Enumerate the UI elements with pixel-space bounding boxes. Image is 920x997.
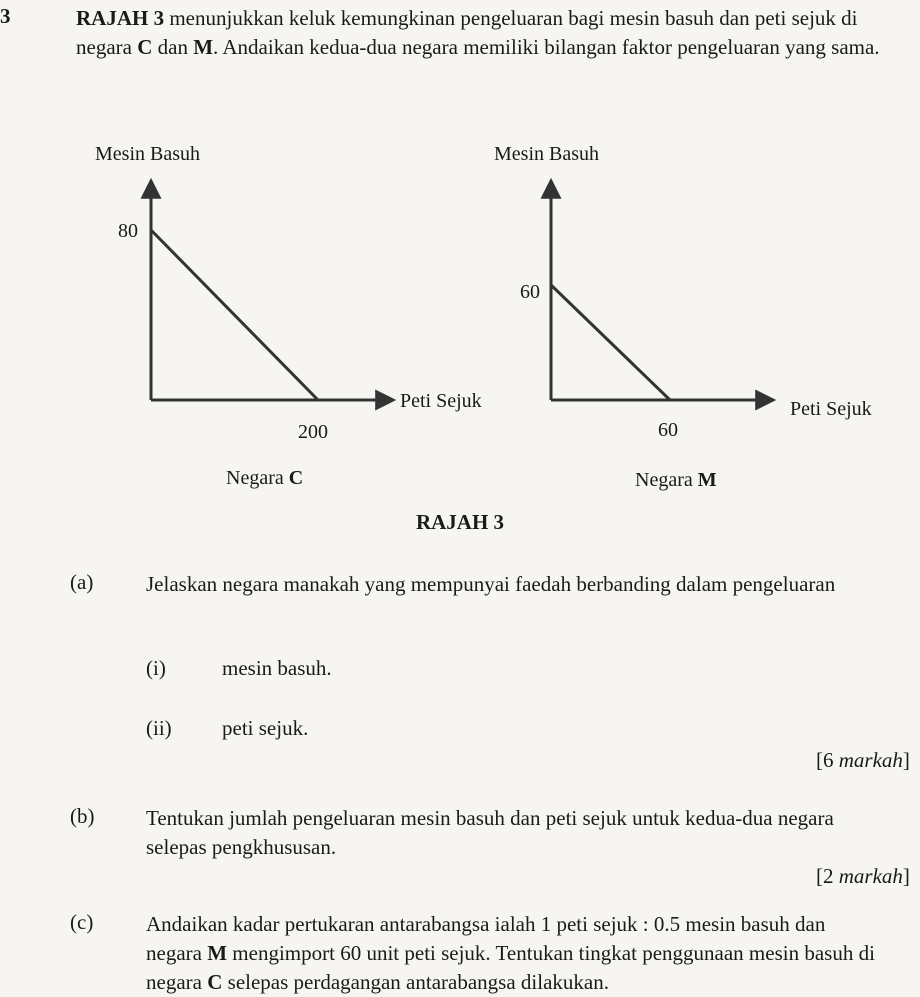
left-country-caption [226, 467, 303, 489]
part-a-marks-word: markah [838, 748, 903, 772]
left-ppc-line [151, 230, 318, 400]
part-a-text: Jelaskan negara manakah yang mempunyai faedah berbanding dalam pengeluaran [146, 572, 836, 596]
right-x-intercept-label: 60 [658, 419, 678, 441]
part-b-text: Tentukan jumlah pengeluaran mesin basuh dan peti sejuk untuk kedua-dua negara selepas pengkhususan. [146, 806, 834, 859]
part-a-i-text: mesin basuh. [222, 656, 332, 680]
part-c-text-3: selepas perdagangan antarabangsa dilakukan. [222, 970, 609, 994]
left-x-axis-label: Peti Sejuk [400, 390, 482, 412]
chart-negara-m [494, 143, 872, 491]
part-b-marks-close: ] [902, 864, 910, 888]
part-b-marks-word: markah [838, 864, 903, 888]
part-a-ii-text: peti sejuk. [222, 716, 309, 740]
part-a-marks-close: ] [902, 748, 910, 772]
intro-country-m: M [193, 35, 214, 59]
figure-title: RAJAH 3 [415, 510, 505, 534]
left-x-intercept-label: 200 [298, 421, 328, 443]
part-a-marks [816, 748, 910, 773]
right-country-name: M [697, 469, 717, 491]
part-a-label: (a) [70, 570, 94, 594]
chart-negara-c [95, 143, 482, 489]
right-country-prefix: Negara [635, 469, 698, 491]
part-c-text-1: Andaikan kadar pertukaran antarabangsa ialah 1 peti sejuk : 0.5 mesin basuh dan negara [146, 912, 826, 965]
right-ppc-line [551, 285, 670, 400]
intro-text-1: menunjukkan keluk kemungkinan pengeluaran bagi mesin basuh dan peti sejuk di negara [76, 6, 858, 59]
part-b-marks [816, 864, 910, 889]
intro-text-dan: dan [152, 35, 194, 59]
part-c-label: (c) [70, 910, 94, 934]
question-number: 3 [0, 4, 11, 28]
part-c-text-2: mengimport 60 unit peti sejuk. Tentukan tingkat penggunaan mesin basuh di negara [146, 941, 875, 994]
part-a-ii-label: (ii) [146, 716, 172, 740]
right-x-axis-label: Peti Sejuk [790, 398, 872, 420]
part-a-marks-open: [6 [816, 748, 839, 772]
right-country-caption [635, 469, 717, 491]
right-y-axis-label: Mesin Basuh [494, 143, 599, 165]
intro-text-2: . Andaikan kedua-dua negara memiliki bilangan faktor pengeluaran yang sama. [213, 35, 880, 59]
intro-country-c: C [137, 35, 153, 59]
left-y-axis-label: Mesin Basuh [95, 143, 200, 165]
part-c-country-c: C [207, 970, 223, 994]
part-a-i-label: (i) [146, 656, 166, 680]
ppc-figure [0, 130, 920, 500]
intro-figure-ref: RAJAH 3 [76, 6, 165, 30]
part-b-marks-open: [2 [816, 864, 839, 888]
part-b-label: (b) [70, 804, 95, 828]
left-country-name: C [288, 467, 304, 489]
right-y-intercept-label: 60 [520, 281, 540, 303]
part-c-country-m: M [207, 941, 228, 965]
question-intro [76, 4, 916, 62]
left-country-prefix: Negara [226, 467, 289, 489]
left-y-intercept-label: 80 [118, 220, 138, 242]
part-c-text [146, 910, 886, 997]
